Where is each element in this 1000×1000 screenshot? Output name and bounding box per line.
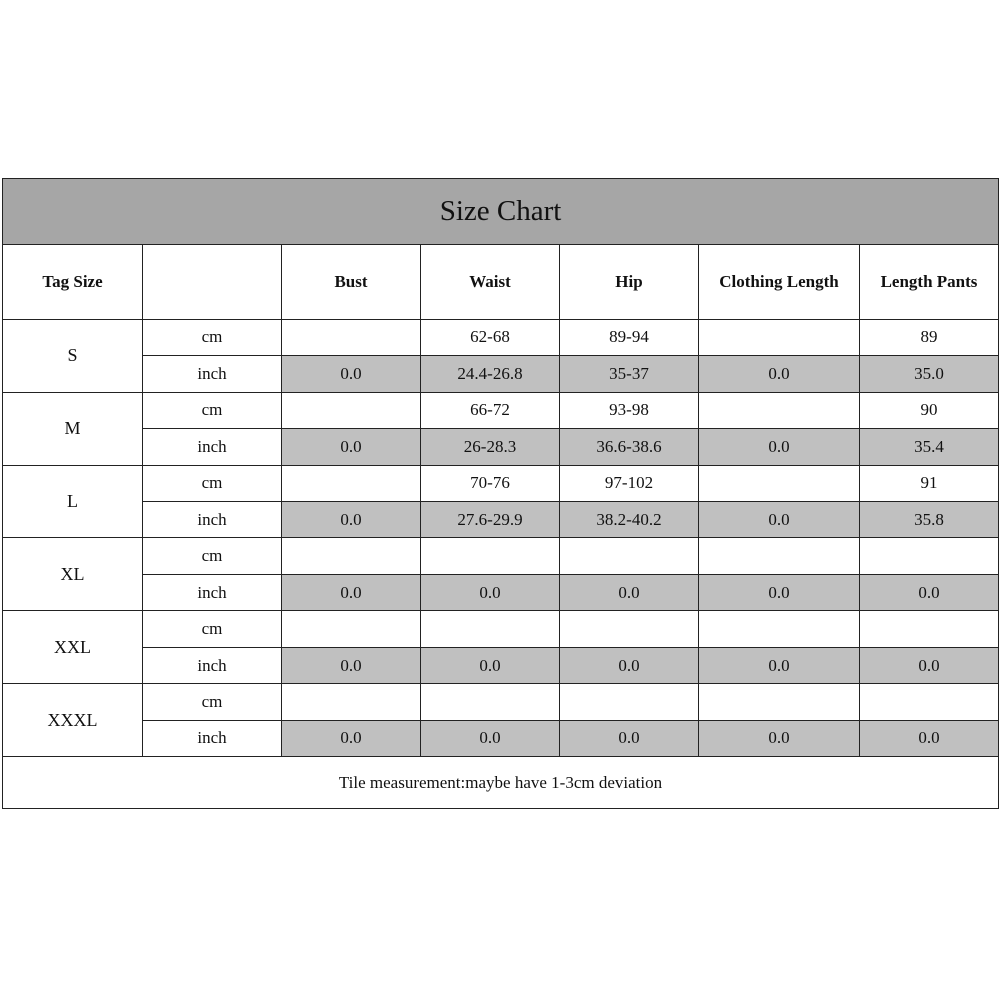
waist-cell (421, 538, 560, 574)
bust-cell (282, 319, 421, 355)
unit-cell: cm (143, 465, 282, 501)
unit-cell: inch (143, 647, 282, 683)
size-xl-inch-row (3, 574, 999, 610)
clothing-length-cell: 0.0 (699, 720, 860, 756)
unit-cell: cm (143, 611, 282, 647)
size-label-xxl: XXL (3, 611, 143, 684)
length-pants-cell: 91 (860, 465, 999, 501)
waist-cell: 0.0 (421, 720, 560, 756)
size-xxxl-cm-row (3, 684, 999, 720)
bust-cell: 0.0 (282, 429, 421, 465)
waist-cell: 0.0 (421, 574, 560, 610)
bust-cell: 0.0 (282, 502, 421, 538)
size-xxl-inch-row (3, 647, 999, 683)
hip-cell (560, 611, 699, 647)
waist-cell: 62-68 (421, 319, 560, 355)
clothing-length-cell (699, 684, 860, 720)
unit-cell: cm (143, 684, 282, 720)
length-pants-cell: 89 (860, 319, 999, 355)
unit-cell: cm (143, 319, 282, 355)
size-label-m: M (3, 392, 143, 465)
hip-cell: 0.0 (560, 647, 699, 683)
length-pants-cell: 0.0 (860, 720, 999, 756)
clothing-length-cell (699, 538, 860, 574)
length-pants-cell: 0.0 (860, 574, 999, 610)
header-row (3, 244, 999, 319)
hip-cell: 38.2-40.2 (560, 502, 699, 538)
size-label-xxxl: XXXL (3, 684, 143, 757)
length-pants-cell: 35.8 (860, 502, 999, 538)
hip-cell: 0.0 (560, 720, 699, 756)
bust-cell (282, 538, 421, 574)
bust-cell (282, 684, 421, 720)
clothing-length-cell: 0.0 (699, 429, 860, 465)
unit-cell: inch (143, 574, 282, 610)
clothing-length-cell: 0.0 (699, 574, 860, 610)
hip-cell: 93-98 (560, 392, 699, 428)
length-pants-cell (860, 684, 999, 720)
bust-cell: 0.0 (282, 574, 421, 610)
chart-title: Size Chart (3, 179, 999, 245)
header-clothing-length: Clothing Length (699, 244, 860, 319)
length-pants-cell: 35.0 (860, 356, 999, 392)
length-pants-cell: 35.4 (860, 429, 999, 465)
clothing-length-cell: 0.0 (699, 356, 860, 392)
bust-cell (282, 611, 421, 647)
header-unit (143, 244, 282, 319)
hip-cell: 0.0 (560, 574, 699, 610)
hip-cell: 97-102 (560, 465, 699, 501)
unit-cell: inch (143, 502, 282, 538)
clothing-length-cell: 0.0 (699, 647, 860, 683)
clothing-length-cell (699, 611, 860, 647)
length-pants-cell (860, 538, 999, 574)
unit-cell: cm (143, 538, 282, 574)
header-waist: Waist (421, 244, 560, 319)
note-row (3, 757, 999, 809)
hip-cell (560, 538, 699, 574)
waist-cell: 66-72 (421, 392, 560, 428)
size-s-cm-row (3, 319, 999, 355)
hip-cell: 89-94 (560, 319, 699, 355)
unit-cell: inch (143, 429, 282, 465)
header-tag-size: Tag Size (3, 244, 143, 319)
header-length-pants: Length Pants (860, 244, 999, 319)
size-xxxl-inch-row (3, 720, 999, 756)
bust-cell: 0.0 (282, 356, 421, 392)
length-pants-cell: 0.0 (860, 647, 999, 683)
size-m-cm-row (3, 392, 999, 428)
waist-cell (421, 611, 560, 647)
measurement-note: Tile measurement:maybe have 1-3cm deviation (3, 757, 999, 809)
waist-cell: 0.0 (421, 647, 560, 683)
waist-cell: 24.4-26.8 (421, 356, 560, 392)
unit-cell: inch (143, 356, 282, 392)
hip-cell: 35-37 (560, 356, 699, 392)
header-bust: Bust (282, 244, 421, 319)
waist-cell: 70-76 (421, 465, 560, 501)
size-xl-cm-row (3, 538, 999, 574)
hip-cell (560, 684, 699, 720)
size-m-inch-row (3, 429, 999, 465)
clothing-length-cell (699, 319, 860, 355)
length-pants-cell: 90 (860, 392, 999, 428)
clothing-length-cell: 0.0 (699, 502, 860, 538)
unit-cell: cm (143, 392, 282, 428)
header-hip: Hip (560, 244, 699, 319)
waist-cell: 27.6-29.9 (421, 502, 560, 538)
size-label-l: L (3, 465, 143, 538)
unit-cell: inch (143, 720, 282, 756)
bust-cell (282, 465, 421, 501)
waist-cell: 26-28.3 (421, 429, 560, 465)
size-l-cm-row (3, 465, 999, 501)
size-l-inch-row (3, 502, 999, 538)
clothing-length-cell (699, 465, 860, 501)
waist-cell (421, 684, 560, 720)
size-s-inch-row (3, 356, 999, 392)
clothing-length-cell (699, 392, 860, 428)
size-label-xl: XL (3, 538, 143, 611)
bust-cell: 0.0 (282, 647, 421, 683)
size-xxl-cm-row (3, 611, 999, 647)
size-chart-table (2, 178, 999, 809)
bust-cell: 0.0 (282, 720, 421, 756)
bust-cell (282, 392, 421, 428)
size-label-s: S (3, 319, 143, 392)
length-pants-cell (860, 611, 999, 647)
hip-cell: 36.6-38.6 (560, 429, 699, 465)
